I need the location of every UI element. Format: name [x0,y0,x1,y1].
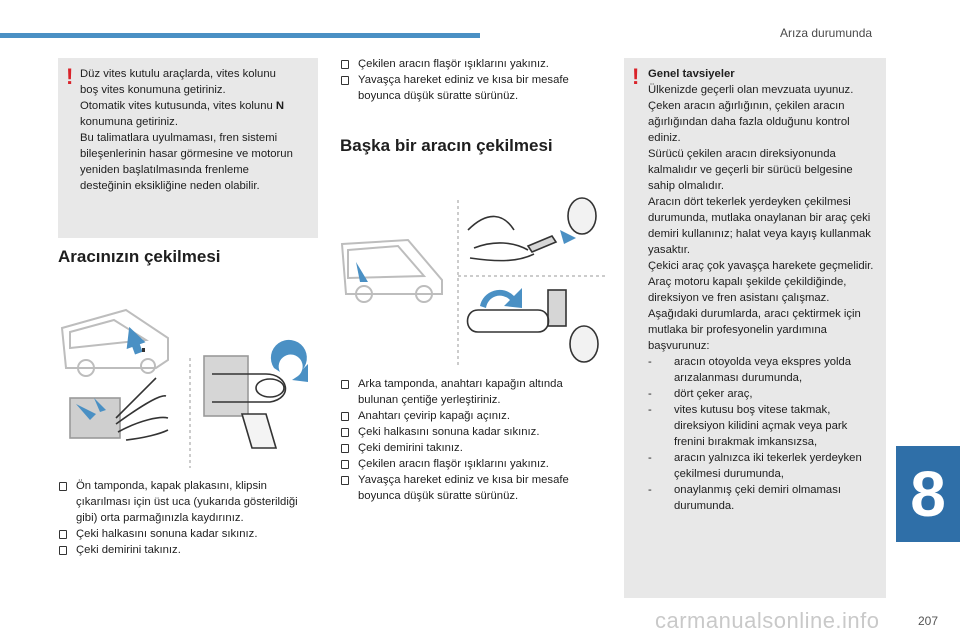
warning-line: desteğinin eksikliğine neden olabilir. [80,180,260,192]
step-item: Çekilen aracın flaşör ışıklarını yakınız. [340,456,602,472]
page-number: 207 [918,614,939,628]
own-vehicle-final-steps [340,56,602,104]
arrow-icon [560,230,576,244]
case-item: - onaylanmış çeki demiri olmaması durumunda. [648,482,878,514]
case-item: - aracın yalnızca iki tekerlek yerdeyken çekilmesi durumunda, [648,450,878,482]
advice-title: Genel tavsiyeler [648,68,735,80]
case-item: - aracın otoyolda veya ekspres yolda arızalanması durumunda, [648,354,878,386]
warning-icon: ! [632,64,640,89]
rear-towing-illustration [338,190,608,368]
step-item: Çekilen aracın flaşör ışıklarını yakınız. [340,56,602,72]
step-item: Ön tamponda, kapak plakasını, klipsin çıkarılması için üst uca (yukarıda gösterildiği gibi) orta parmağınızla kaydırınız. [58,478,320,526]
rotate-arrow-icon [480,288,522,308]
warning-text [80,66,316,194]
step-item: Çeki demirini takınız. [340,440,602,456]
step-item: Yavaşça hareket ediniz ve kısa bir mesafe boyunca düşük süratte sürünüz. [340,72,602,104]
van-front-drawing [62,310,168,376]
advice-paragraph: Araç motoru kapalı şekilde çekildiğinde, direksiyon ve fren asistanı çalışmaz. [648,276,847,304]
step-item: Anahtarı çevirip kapağı açınız. [340,408,602,424]
header-accent-bar [0,33,480,38]
professional-cases-list [648,354,878,514]
step-item: Çeki halkasını sonuna kadar sıkınız. [340,424,602,440]
key-cover-drawing [468,198,596,261]
case-item: - vites kutusu boş vitese takmak, direksiyon kilidini açmak veya park frenini bırakmak imkansızsa, [648,402,878,450]
warning-auto-line: Otomatik vites kutusunda, vites kolunu N [80,100,285,112]
warning-line: Düz vites kutulu araçlarda, vites kolunu [80,68,276,80]
chapter-title: Arıza durumunda [780,26,873,40]
step-item: Yavaşça hareket ediniz ve kısa bir mesafe boyunca düşük süratte sürünüz. [340,472,602,504]
warning-line: Bu talimatlara uyulmaması, fren sistemi [80,132,278,144]
warning-icon: ! [66,64,74,89]
section-heading-other-vehicle: Başka bir aracın çekilmesi [340,136,553,155]
section-heading-own-vehicle: Aracınızın çekilmesi [58,247,221,266]
watermark: carmanualsonline.info [655,608,880,633]
warning-line: yeniden başlatılmasında frenleme [80,164,249,176]
other-vehicle-steps [340,376,602,504]
van-rear-drawing [342,240,442,302]
arrow-icon [356,262,368,282]
advice-text [648,66,878,514]
general-advice-box [624,58,886,598]
own-vehicle-steps [58,478,320,558]
advice-paragraph: Çeken aracın ağırlığının, çekilen aracın ağırlığından daha fazla olduğunu kontrol ediniz. [648,100,850,144]
case-item: - dört çeker araç, [648,386,878,402]
tow-ring-drawing [204,356,285,448]
advice-paragraph: Aracın dört tekerlek yerdeyken çekilmesi durumunda, mutlaka onaylanan bir araç çeki demiri kullanınız; halat veya kayış kullanmak yasaktır. [648,196,871,256]
warning-line: konumuna getiriniz. [80,116,178,128]
step-item: Çeki demirini takınız. [58,542,320,558]
front-towing-illustration [56,298,326,474]
step-item: Arka tamponda, anahtarı kapağın altında bulunan çentiğe yerleştiriniz. [340,376,602,408]
warning-line: boş vites konumuna getiriniz. [80,84,226,96]
advice-paragraph: Aşağıdaki durumlarda, aracı çektirmek için mutlaka bir profesyonelin yardımına başvurunuz: [648,308,861,352]
chapter-number-tab: 8 [896,446,960,542]
advice-paragraph: Ülkenizde geçerli olan mevzuata uyunuz. [648,84,854,96]
transmission-warning-box [58,58,318,238]
advice-paragraph: Sürücü çekilen aracın direksiyonunda kalmalıdır ve geçerli bir sürücü belgesine sahip olmalıdır. [648,148,853,192]
warning-line: bileşenlerinin hasar görmesine ve motorun [80,148,293,160]
step-item: Çeki halkasını sonuna kadar sıkınız. [58,526,320,542]
advice-paragraph: Çekici araç çok yavaşça harekete geçmelidir. [648,260,874,272]
